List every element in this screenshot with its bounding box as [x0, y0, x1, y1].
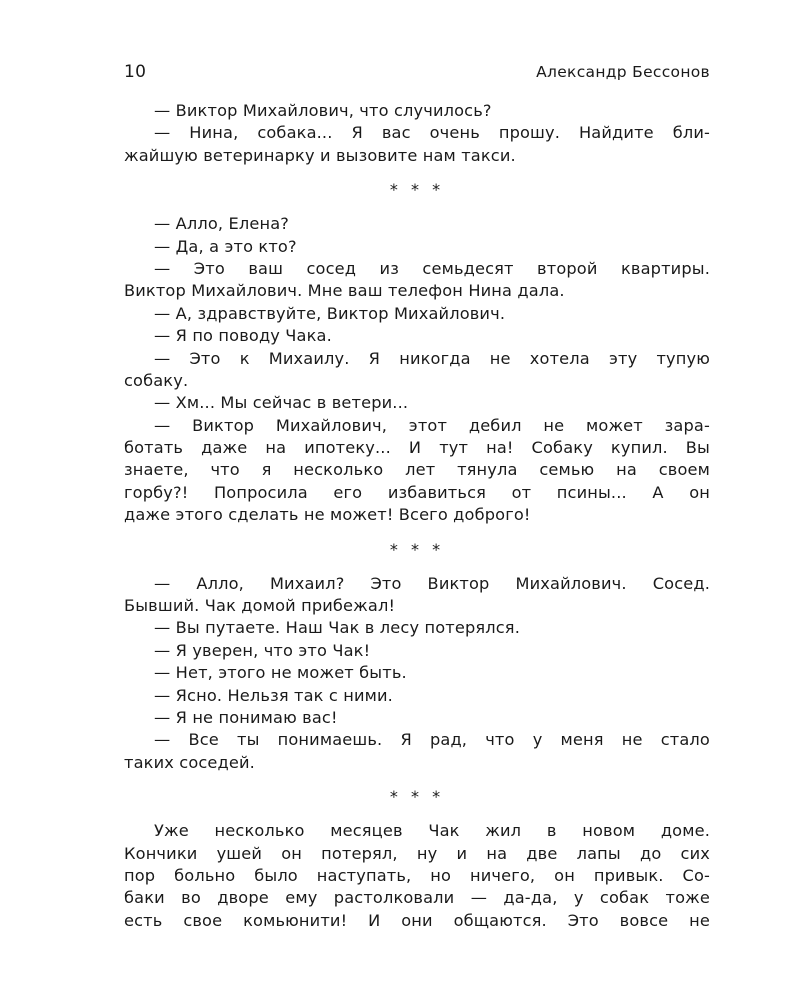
- text-line: жайшую ветеринарку и вызовите нам такси.: [124, 145, 516, 165]
- text-line: — Я уверен, что это Чак!: [154, 640, 371, 660]
- text-line: — Да, а это кто?: [154, 236, 297, 256]
- text-block: [124, 820, 710, 932]
- text-line: — Хм... Мы сейчас в ветери...: [154, 393, 409, 413]
- text-line: — Все ты понимаешь. Я рад, что у меня не стало: [154, 730, 710, 750]
- running-header: [124, 62, 710, 88]
- text-block: [124, 213, 710, 526]
- text-line: таких соседей.: [124, 752, 255, 772]
- text-line: — Я не понимаю вас!: [154, 707, 338, 727]
- page-number: 10: [124, 62, 147, 82]
- text-line: даже этого сделать не может! Всего доброго!: [124, 505, 531, 525]
- text-line: — Ясно. Нельзя так с ними.: [154, 685, 393, 705]
- text-line: баки во дворе ему растолковали — да-да, у собак тоже: [124, 888, 710, 908]
- text-line: — Алло, Михаил? Это Виктор Михайлович. Сосед.: [154, 573, 710, 593]
- text-line: пор больно было наступать, но ничего, он привык. Со-: [124, 865, 710, 885]
- text-line: Уже несколько месяцев Чак жил в новом доме.: [154, 821, 710, 841]
- text-line: — А, здравствуйте, Виктор Михайлович.: [154, 303, 506, 323]
- text-line: знаете, что я несколько лет тянула семью на своем: [124, 460, 710, 480]
- text-line: — Виктор Михайлович, что случилось?: [154, 101, 492, 120]
- text-block: [124, 100, 710, 167]
- running-head-author: Александр Бессонов: [536, 63, 710, 81]
- section-separator: * * *: [389, 787, 445, 807]
- text-line: — Алло, Елена?: [154, 214, 290, 234]
- section-separator: * * *: [389, 180, 445, 200]
- text-line: ботать даже на ипотеку... И тут на! Собаку купил. Вы: [124, 438, 710, 458]
- text-line: — Я по поводу Чака.: [154, 326, 332, 346]
- text-line: — Это к Михаилу. Я никогда не хотела эту тупую: [154, 348, 710, 368]
- text-line: — Это ваш сосед из семьдесят второй квартиры.: [154, 258, 710, 278]
- text-line: Бывший. Чак домой прибежал!: [124, 596, 396, 616]
- text-line: есть свое комьюнити! И они общаются. Это вовсе не: [124, 910, 710, 930]
- section-separator: * * *: [389, 539, 445, 559]
- text-line: — Виктор Михайлович, этот дебил не может зара-: [154, 415, 710, 435]
- text-line: Кончики ушей он потерял, ну и на две лапы до сих: [124, 843, 710, 863]
- text-line: собаку.: [124, 370, 189, 390]
- page-body: [124, 100, 710, 932]
- text-line: Виктор Михайлович. Мне ваш телефон Нина дала.: [124, 281, 565, 301]
- text-line: — Вы путаете. Наш Чак в лесу потерялся.: [154, 618, 520, 638]
- book-page: [124, 62, 710, 932]
- text-block: [124, 573, 710, 775]
- text-line: — Нина, собака... Я вас очень прошу. Найдите бли-: [154, 123, 710, 143]
- text-line: горбу?! Попросила его избавиться от псины... А он: [124, 482, 710, 502]
- text-line: — Нет, этого не может быть.: [154, 663, 407, 683]
